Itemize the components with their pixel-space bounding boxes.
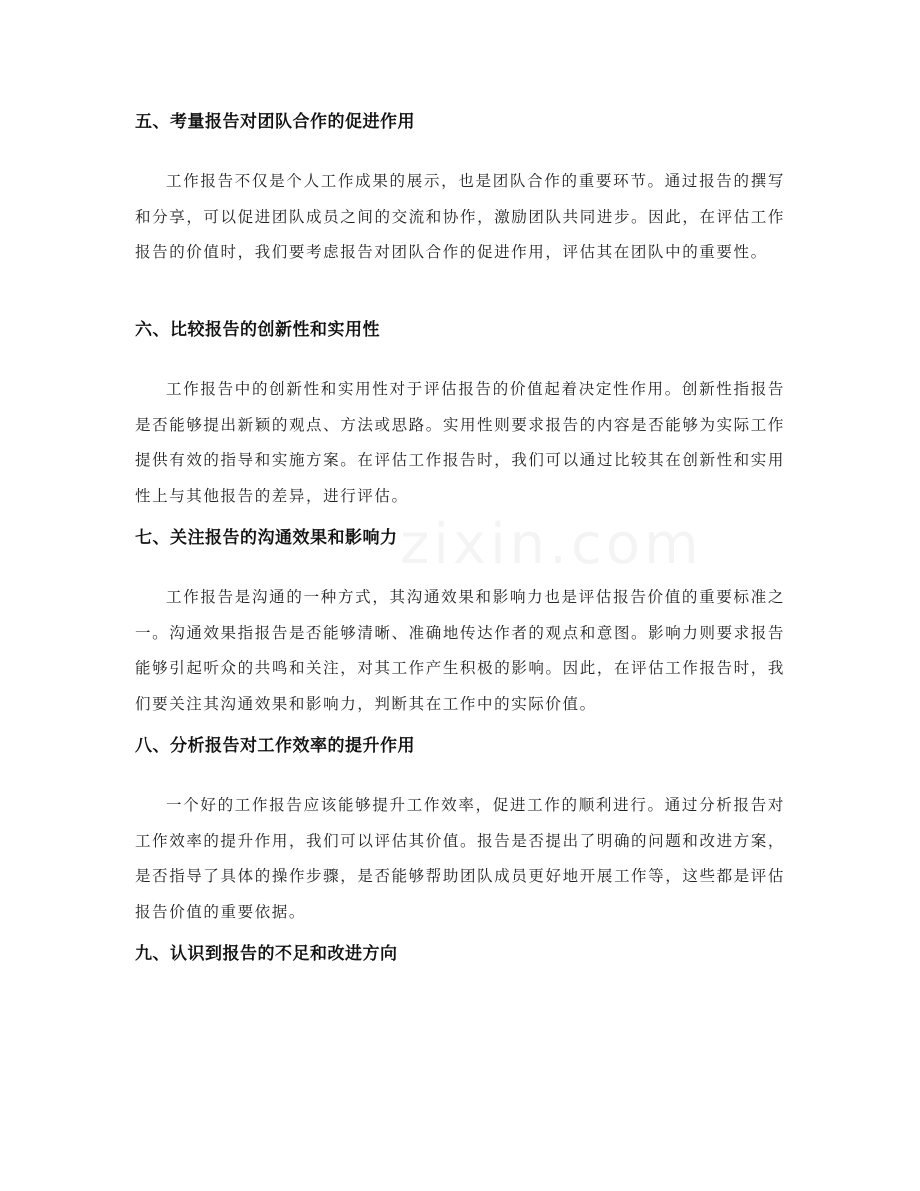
section-paragraph: 工作报告是沟通的一种方式，其沟通效果和影响力也是评估报告价值的重要标准之一。沟通效果指报告是否能够清晰、准确地传达作者的观点和意图。影响力则要求报告能够引起听众的共鸣和关注，对其工作产生积极的影响。因此，在评估工作报告时，我们要关注其沟通效果和影响力，判断其在工作中的实际价值。 (135, 588, 785, 713)
section-7 (135, 526, 785, 722)
section-heading: 七、关注报告的沟通效果和影响力 (135, 528, 398, 548)
section-heading: 九、认识到报告的不足和改进方向 (135, 944, 398, 964)
section-heading: 六、比较报告的创新性和实用性 (135, 320, 380, 340)
section-heading: 八、分析报告对工作效率的提升作用 (135, 736, 415, 756)
section-5 (135, 110, 785, 271)
section-9 (135, 942, 785, 966)
section-paragraph: 一个好的工作报告应该能够提升工作效率，促进工作的顺利进行。通过分析报告对工作效率的提升作用，我们可以评估其价值。报告是否提出了明确的问题和改进方案，是否指导了具体的操作步骤，是否能够帮助团队成员更好地开展工作等，这些都是评估报告价值的重要依据。 (135, 796, 785, 921)
section-paragraph: 工作报告中的创新性和实用性对于评估报告的价值起着决定性作用。创新性指报告是否能够提出新颖的观点、方法或思路。实用性则要求报告的内容是否能够为实际工作提供有效的指导和实施方案。在评估工作报告时，我们可以通过比较其在创新性和实用性上与其他报告的差异，进行评估。 (135, 380, 785, 505)
section-paragraph: 工作报告不仅是个人工作成果的展示，也是团队合作的重要环节。通过报告的撰写和分享，可以促进团队成员之间的交流和协作，激励团队共同进步。因此，在评估工作报告的价值时，我们要考虑报告对团队合作的促进作用，评估其在团队中的重要性。 (135, 172, 785, 261)
section-8 (135, 734, 785, 930)
section-heading: 五、考量报告对团队合作的促进作用 (135, 112, 415, 132)
section-6 (135, 318, 785, 514)
